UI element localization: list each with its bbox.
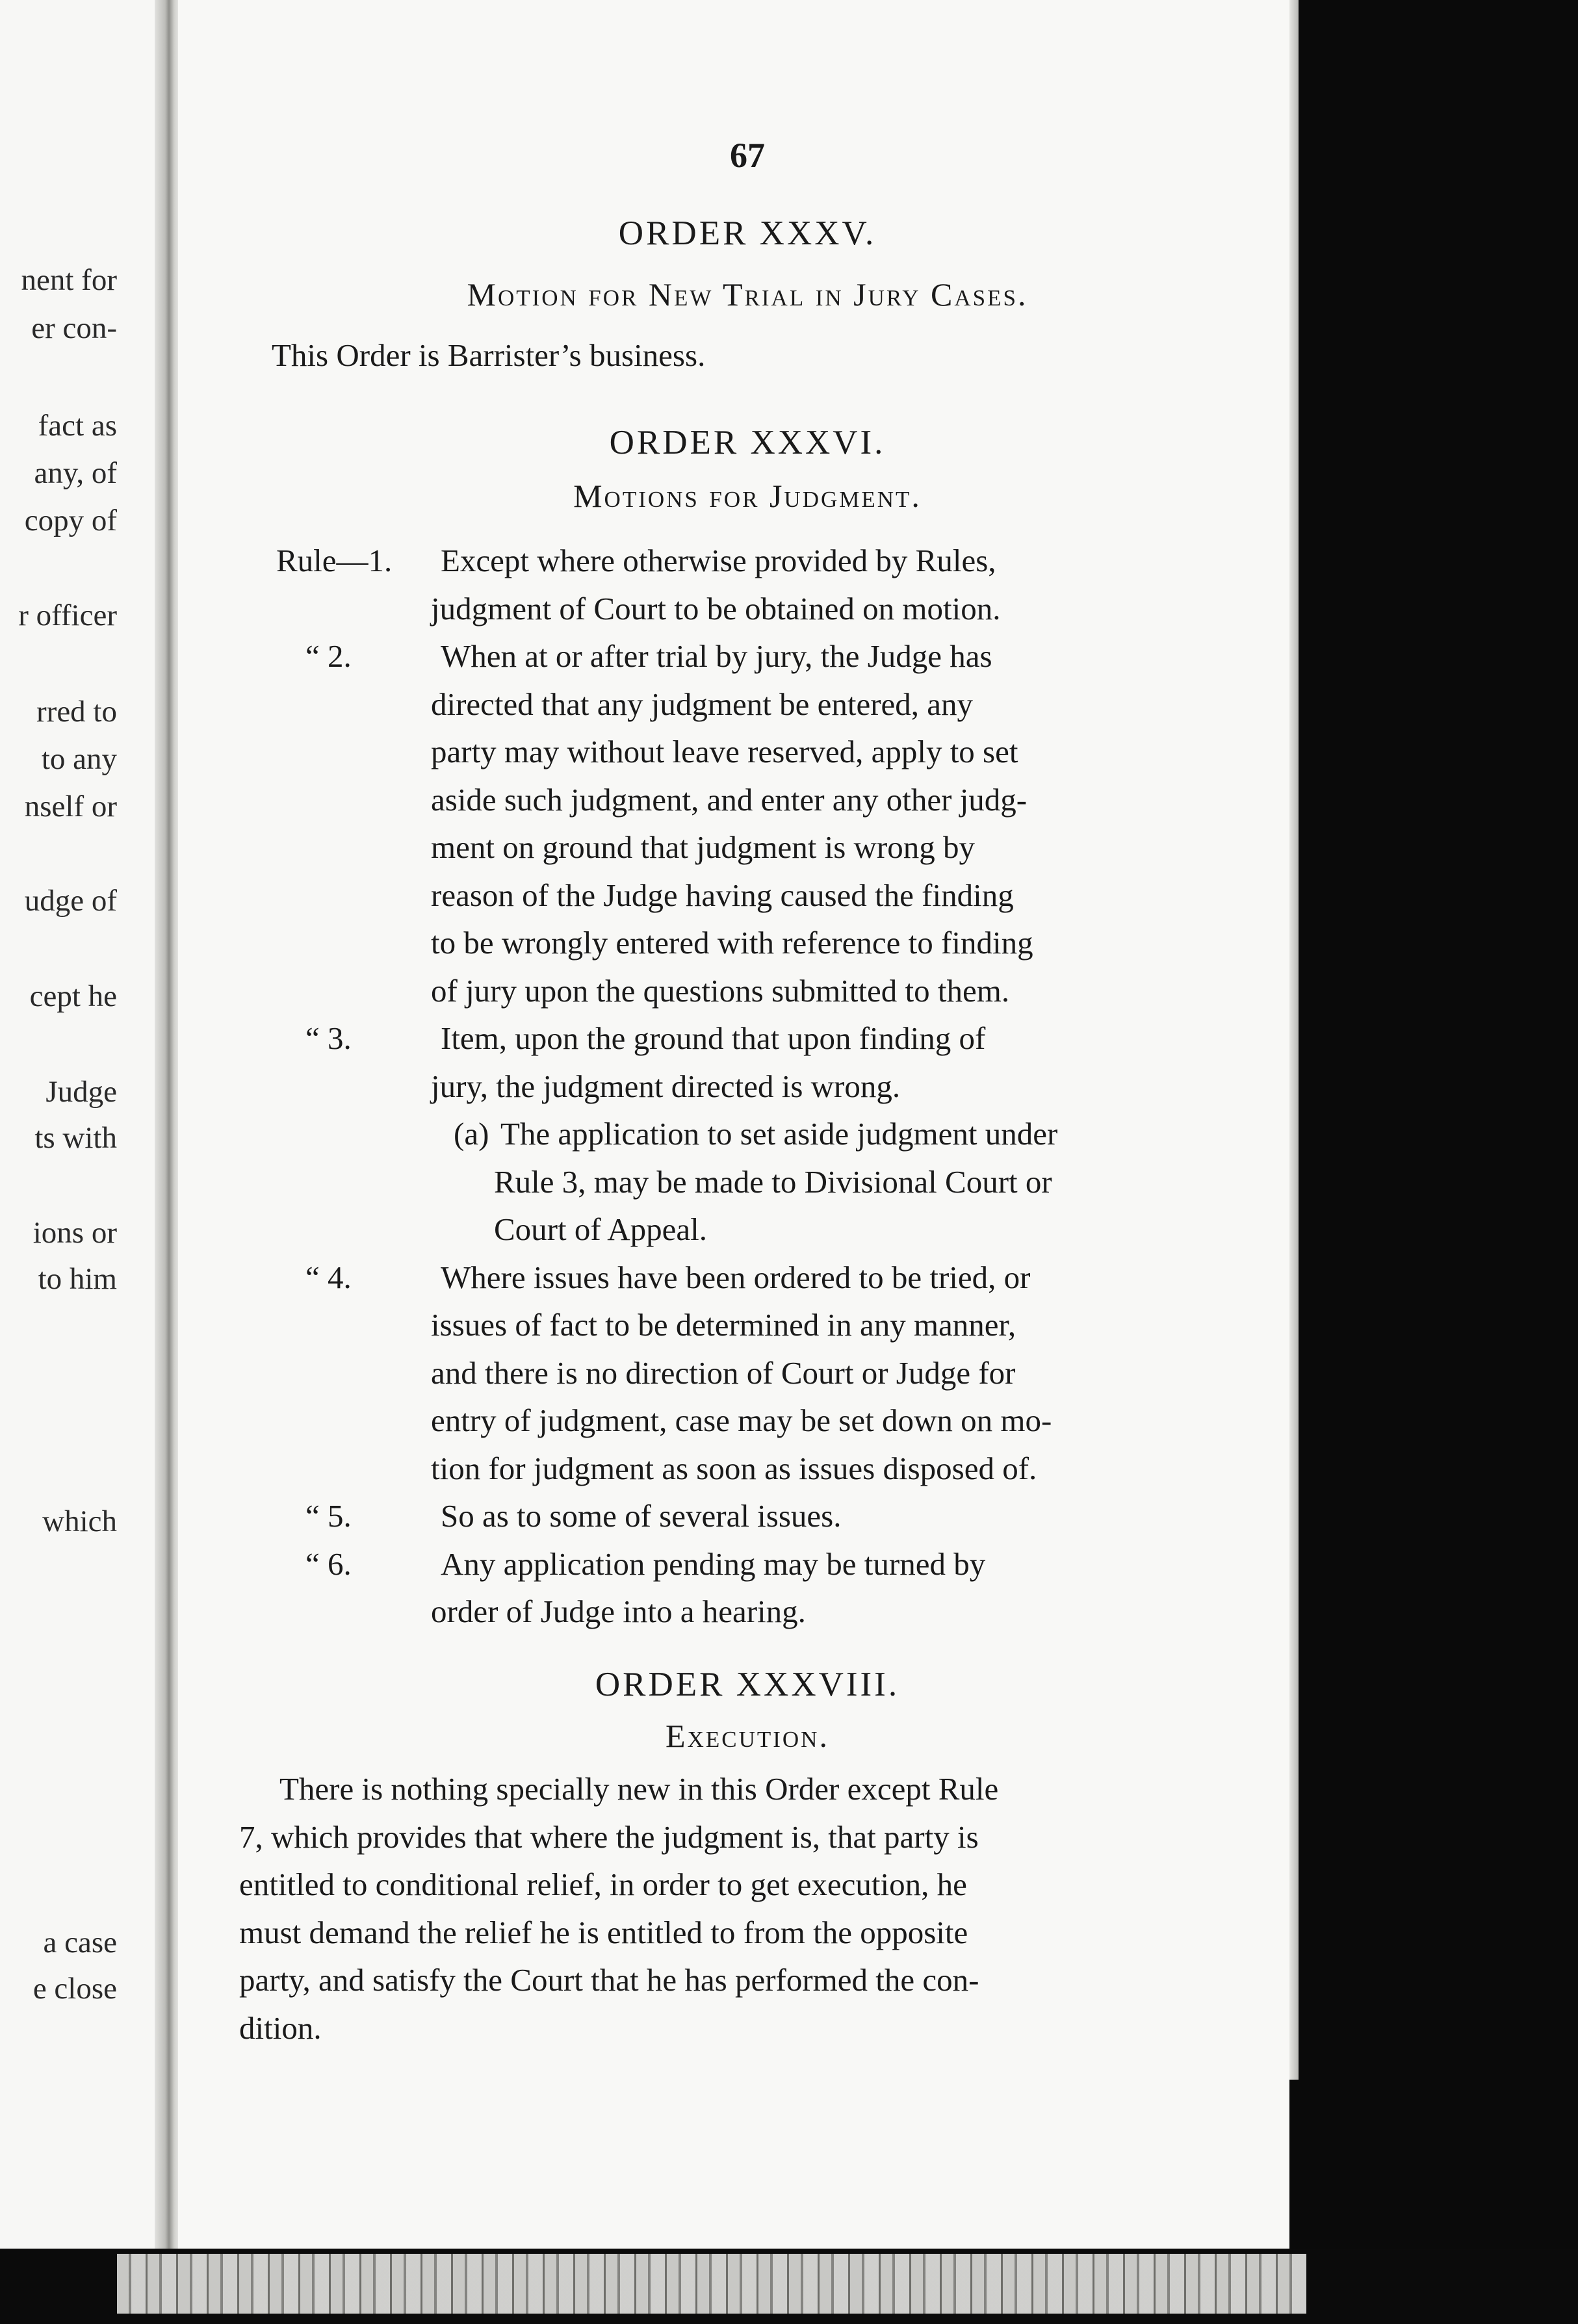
facing-page-fragment: any, of (34, 456, 117, 490)
execution-line: dition. (239, 2009, 322, 2046)
facing-page-fragment: which (42, 1504, 117, 1538)
facing-page-fragment: ts with (34, 1121, 117, 1155)
facing-page-fragment: ions or (32, 1216, 117, 1250)
execution-line: entitled to conditional relief, in order to get execution, he (239, 1866, 967, 1902)
rule-line: The application to set aside judgment under (500, 1116, 1058, 1152)
facing-page-fragment: cept he (29, 979, 117, 1013)
page-edge (1289, 0, 1299, 2080)
rule-line: Court of Appeal. (494, 1211, 707, 1247)
rule-marker: Rule—1. (276, 543, 393, 578)
rule-line: directed that any judgment be entered, any (431, 686, 974, 722)
rule-marker: “ 4. (305, 1259, 352, 1295)
order-36-title: ORDER XXXVI. (609, 424, 886, 461)
rule-line: of jury upon the questions submitted to them. (431, 972, 1010, 1009)
rule-line: reason of the Judge having caused the finding (431, 877, 1014, 913)
rule-line: aside such judgment, and enter any other judg- (431, 781, 1028, 818)
rule-line: ment on ground that judgment is wrong by (431, 829, 975, 865)
facing-page-fragment: udge of (24, 884, 117, 918)
facing-page-fragment: er con- (31, 311, 117, 345)
page-number: 67 (730, 136, 765, 175)
sub-rule-marker: (a) (454, 1116, 489, 1152)
rule-marker: “ 6. (305, 1545, 352, 1582)
rule-line: When at or after trial by jury, the Judge has (441, 638, 992, 674)
rule-line: party may without leave reserved, apply to set (431, 734, 1018, 769)
rule-line: entry of judgment, case may be set down on mo- (431, 1402, 1052, 1438)
facing-page-fragment: copy of (24, 504, 117, 537)
order-38-subtitle: Execution. (666, 1718, 829, 1754)
facing-page-fragment: Judge (45, 1075, 117, 1109)
rule-marker: “ 3. (305, 1020, 352, 1056)
rule-line: issues of fact to be determined in any manner, (431, 1307, 1016, 1343)
order-35-text: This Order is Barrister’s business. (272, 337, 706, 373)
order-35-subtitle: Motion for New Trial in Jury Cases. (467, 276, 1028, 313)
facing-page-fragment: e close (32, 1972, 117, 2006)
binding-edge (117, 2254, 1306, 2314)
facing-page-fragment: rred to (36, 695, 117, 729)
rule-marker: “ 2. (305, 638, 352, 674)
rule-marker: “ 5. (305, 1498, 352, 1534)
rule-line: Where issues have been ordered to be tried, or (441, 1259, 1031, 1295)
rule-line: jury, the judgment directed is wrong. (431, 1068, 901, 1104)
execution-line: There is nothing specially new in this Order except Rule (279, 1771, 999, 1807)
facing-page-fragment: r officer (18, 599, 117, 632)
execution-line: must demand the relief he is entitled to from the opposite (239, 1914, 968, 1950)
order-38-title: ORDER XXXVIII. (595, 1666, 900, 1703)
rule-line: order of Judge into a hearing. (431, 1594, 806, 1629)
order-36-subtitle: Motions for Judgment. (573, 478, 922, 514)
facing-page-fragment: to him (38, 1262, 117, 1296)
facing-page-fragment: nself or (24, 790, 117, 823)
rule-line: judgment of Court to be obtained on motion. (431, 590, 1001, 626)
rule-line: and there is no direction of Court or Judge for (431, 1354, 1016, 1391)
rule-line: tion for judgment as soon as issues disposed of. (431, 1450, 1037, 1486)
rule-line: So as to some of several issues. (441, 1498, 842, 1534)
rule-line: to be wrongly entered with reference to finding (431, 925, 1033, 961)
facing-page-fragment: a case (43, 1926, 117, 1959)
rule-line: Rule 3, may be made to Divisional Court or (494, 1163, 1052, 1200)
rule-line: Any application pending may be turned by (441, 1545, 986, 1582)
rule-line: Except where otherwise provided by Rules, (441, 543, 996, 578)
execution-line: 7, which provides that where the judgment is, that party is (239, 1818, 979, 1855)
rule-line: Item, upon the ground that upon finding of (441, 1020, 986, 1056)
book-gutter (155, 0, 181, 2324)
execution-line: party, and satisfy the Court that he has performed the con- (239, 1962, 979, 1998)
facing-page-fragment: nent for (21, 263, 117, 297)
facing-page-fragment: to any (41, 742, 117, 776)
order-35-title: ORDER XXXV. (618, 214, 877, 252)
facing-page-fragment: fact as (38, 409, 117, 443)
